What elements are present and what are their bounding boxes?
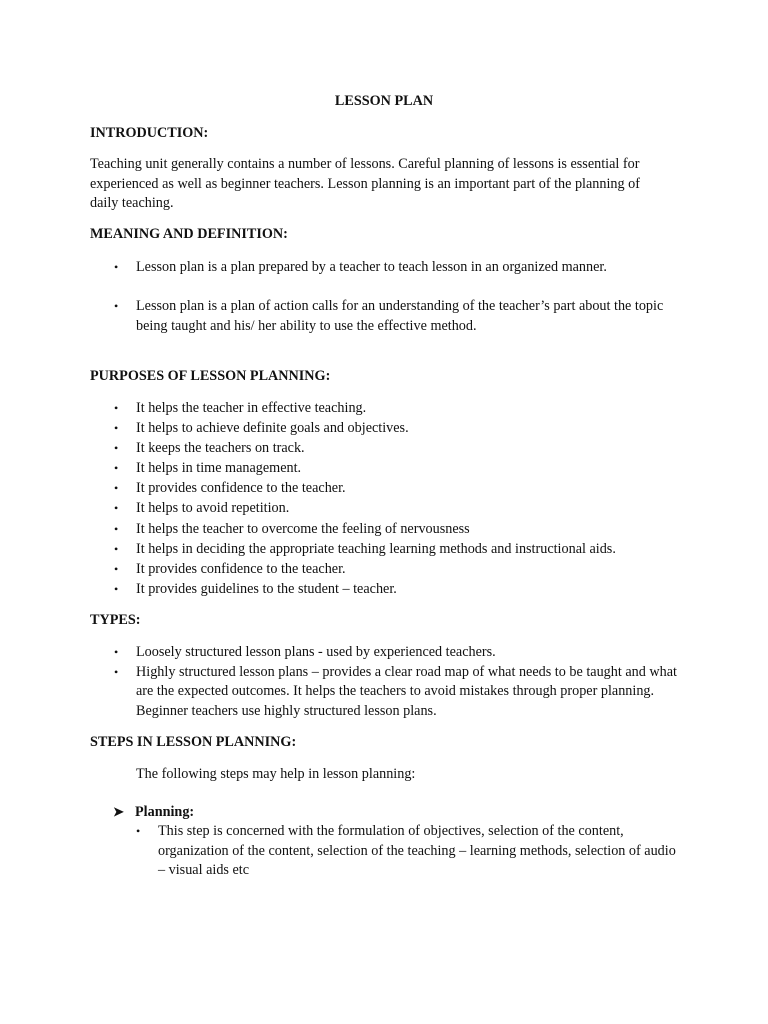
list-item-text: It helps in time management. bbox=[136, 460, 302, 477]
planning-step bbox=[113, 802, 194, 823]
list-item-text: Highly structured lesson plans – provides a clear road map of what needs to be taught and what are the expected outcomes. It helps the teachers to avoid mistakes through proper planning. Beginner teachers use highly structured lesson plans. bbox=[136, 663, 677, 719]
purposes-list bbox=[0, 398, 768, 599]
list-item-text: It helps the teacher in effective teaching. bbox=[136, 400, 367, 416]
bullet-icon: • bbox=[114, 664, 119, 679]
page-title: LESSON PLAN bbox=[334, 93, 434, 109]
list-item-text: It helps to achieve definite goals and objectives. bbox=[136, 420, 409, 437]
planning-list bbox=[0, 822, 768, 881]
bullet-icon: • bbox=[114, 581, 119, 596]
planning-label: Planning: bbox=[135, 804, 195, 820]
bullet-icon: • bbox=[114, 501, 119, 516]
list-item-text: It keeps the teachers on track. bbox=[136, 440, 305, 457]
list-item-text: It helps the teacher to overcome the feeling of nervousness bbox=[136, 520, 470, 537]
bullet-icon: • bbox=[114, 541, 119, 556]
list-item bbox=[0, 559, 768, 579]
list-item bbox=[0, 398, 768, 418]
arrow-bullet-icon: ➤ bbox=[113, 804, 124, 819]
list-item bbox=[0, 498, 768, 518]
list-item bbox=[0, 418, 768, 438]
bullet-icon: • bbox=[114, 441, 119, 456]
list-item-text: Lesson plan is a plan prepared by a teacher to teach lesson in an organized manner. bbox=[136, 259, 607, 275]
list-item-text: It provides confidence to the teacher. bbox=[136, 480, 346, 497]
bullet-icon: • bbox=[114, 481, 119, 496]
bullet-icon: • bbox=[114, 561, 119, 576]
list-item bbox=[0, 458, 768, 478]
list-item bbox=[0, 519, 768, 539]
steps-intro: The following steps may help in lesson planning: bbox=[136, 766, 416, 782]
list-item-text: Loosely structured lesson plans - used by experienced teachers. bbox=[136, 644, 496, 660]
list-item bbox=[0, 579, 768, 599]
types-list bbox=[0, 643, 768, 721]
bullet-icon: • bbox=[114, 299, 119, 313]
list-item-text: This step is concerned with the formulation of objectives, selection of the content, organization of the content, selection of the teaching – learning methods, selection of audio – visual aids etc bbox=[158, 823, 676, 878]
introduction-paragraph: Teaching unit generally contains a number of lessons. Careful planning of lessons is essential for experienced as well as beginner teachers. Lesson planning is an important part of the planning of daily teaching. bbox=[90, 156, 640, 211]
bullet-icon: • bbox=[136, 824, 141, 838]
list-item-text: Lesson plan is a plan of action calls for an understanding of the teacher’s part about the topic being taught and his/ her ability to use the effective method. bbox=[136, 298, 664, 334]
list-item bbox=[0, 539, 768, 559]
bullet-icon: • bbox=[114, 521, 119, 536]
types-heading: TYPES: bbox=[90, 612, 141, 628]
list-item-text: It provides confidence to the teacher. bbox=[136, 560, 346, 577]
bullet-icon: • bbox=[114, 401, 119, 415]
bullet-icon: • bbox=[114, 421, 119, 436]
bullet-icon: • bbox=[114, 461, 119, 476]
list-item bbox=[0, 258, 768, 278]
bullet-icon: • bbox=[114, 260, 119, 274]
meaning-list bbox=[0, 297, 768, 336]
list-item-text: It helps to avoid repetition. bbox=[136, 500, 290, 517]
purposes-heading: PURPOSES OF LESSON PLANNING: bbox=[90, 368, 331, 384]
list-item bbox=[0, 478, 768, 498]
list-item-text: It helps in deciding the appropriate teaching learning methods and instructional aids. bbox=[136, 540, 616, 557]
list-item bbox=[0, 643, 768, 663]
meaning-list bbox=[0, 258, 768, 278]
list-item bbox=[0, 663, 768, 722]
steps-heading: STEPS IN LESSON PLANNING: bbox=[90, 734, 297, 750]
list-item bbox=[0, 297, 768, 336]
introduction-heading: INTRODUCTION: bbox=[90, 125, 209, 141]
bullet-icon: • bbox=[114, 645, 119, 659]
list-item bbox=[0, 822, 768, 881]
list-item bbox=[0, 438, 768, 458]
meaning-heading: MEANING AND DEFINITION: bbox=[90, 226, 288, 242]
list-item-text: It provides guidelines to the student – teacher. bbox=[136, 580, 397, 597]
